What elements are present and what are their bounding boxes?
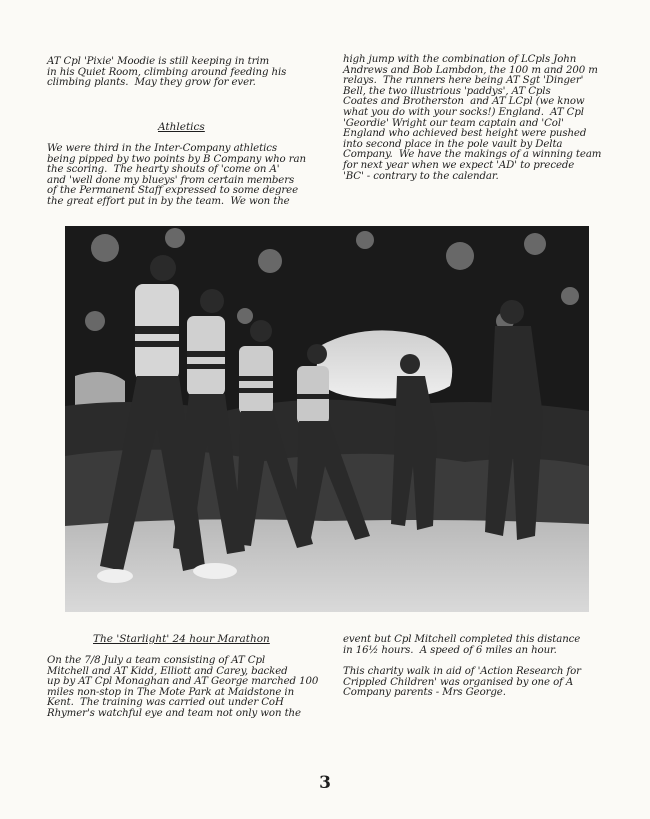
text-line: This charity walk in aid of 'Action Research for [343,666,581,677]
text-line: 'Geordie' Wright our team captain and 'Col' [343,117,564,129]
text-line: Andrews and Bob Lambdon, the 100 m and 200 m [343,64,598,76]
text-line: 'BC' - contrary to the calendar. [343,170,499,182]
text-line: and 'well done my blueys' from certain members [47,174,295,186]
text-line: England who achieved best height were pushed [343,128,587,140]
text-line: what you do with your socks!) England. AT Cpl [343,106,584,118]
top-left-column [47,57,286,89]
top-right-column [343,55,601,182]
text-line: event but Cpl Mitchell completed this distance [343,634,581,645]
text-line: AT Cpl 'Pixie' Moodie is still keeping in trim [47,56,270,67]
text-line: the great effort put in by the team. We won the [47,195,290,207]
text-line: On the 7/8 July a team consisting of AT Cpl [47,655,266,666]
marathon-paragraph [47,656,318,720]
text-line: Bell, the two illustrious 'paddys', AT Cpls [343,85,551,97]
text-line: Company parents - Mrs George. [343,687,506,699]
bottom-right-paragraph-2 [343,667,581,699]
text-line: Company. We have the makings of a winning team [343,149,602,161]
text-line: high jump with the combination of LCpls John [343,54,577,65]
text-line: Rhymer's watchful eye and team not only won the [47,707,301,719]
text-line: Kent. The training was carried out under CoH [47,697,284,709]
text-line: of the Permanent Staff expressed to some degree [47,185,298,197]
text-line: up by AT Cpl Monaghan and AT George marched 100 [47,676,319,688]
page-number: 3 [319,773,331,793]
athletics-heading: Athletics [158,121,205,133]
text-line: in his Quiet Room, climbing around feeding his [47,66,287,78]
text-line: into second place in the pole vault by Delta [343,138,563,150]
text-line: relays. The runners here being AT Sgt 'Dinger' [343,75,584,87]
text-line: We were third in the Inter-Company athletics [47,143,277,154]
athletics-paragraph [47,144,306,208]
text-line: Coates and Brotherston and AT LCpl (we know [343,96,585,108]
bottom-right-paragraph-1 [343,635,580,656]
text-line: Mitchell and AT Kidd, Elliott and Carey, backed [47,665,288,677]
text-line: miles non-stop in The Mote Park at Maidstone in [47,686,295,698]
text-line: climbing plants. May they grow for ever. [47,77,256,89]
text-line: for next year when we expect 'AD' to precede [343,159,575,171]
text-line: the scoring. The hearty shouts of 'come on A' [47,164,280,176]
text-line: in 16½ hours. A speed of 6 miles an hour. [343,644,557,656]
text-line: being pipped by two points by B Company who ran [47,153,306,165]
team-photograph [65,226,589,612]
marathon-heading: The 'Starlight' 24 hour Marathon [93,633,270,645]
text-line: Crippled Children' was organised by one of A [343,676,574,688]
